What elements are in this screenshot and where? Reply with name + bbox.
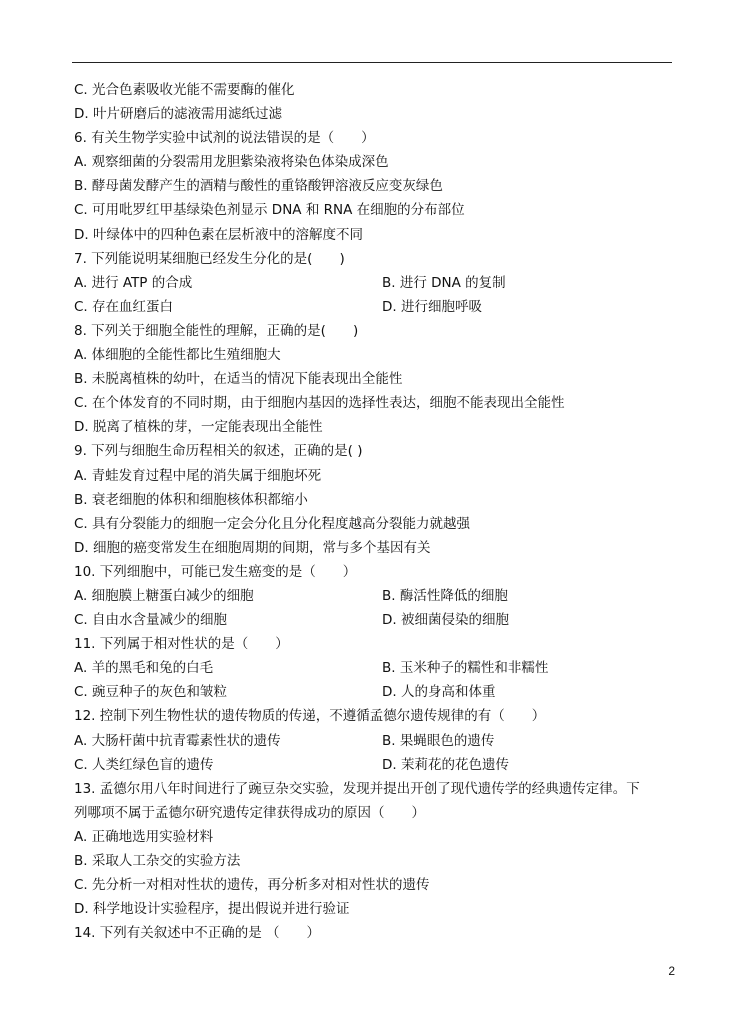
text-line	[74, 849, 674, 873]
text-line	[74, 873, 674, 897]
line-text: D. 细胞的癌变常发生在细胞周期的间期，常与多个基因有关	[74, 539, 431, 556]
text-line	[74, 608, 674, 632]
text-line	[74, 825, 674, 849]
line-text: A. 正确地选用实验材料	[74, 828, 214, 845]
line-text: A. 观察细菌的分裂需用龙胆紫染液将染色体染成深色	[74, 154, 389, 171]
text-line	[74, 319, 674, 343]
text-line	[74, 391, 674, 415]
line-text: C. 可用吡罗红甲基绿染色剂显示 DNA 和 RNA 在细胞的分布部位	[74, 202, 465, 219]
line-text: 13. 孟德尔用八年时间进行了豌豆杂交实验，发现并提出开创了现代遗传学的经典遗传定律。下	[74, 780, 640, 797]
text-line	[74, 704, 674, 728]
text-line	[74, 367, 674, 391]
page-number: 2	[668, 964, 675, 978]
line-text: C. 人类红绿色盲的遗传	[74, 756, 214, 773]
text-line	[74, 729, 674, 753]
text-line	[74, 777, 674, 801]
line-text: 列哪项不属于孟德尔研究遗传定律获得成功的原因（ ）	[74, 804, 425, 821]
document-body	[74, 78, 674, 945]
line-text: 11. 下列属于相对性状的是（ ）	[74, 636, 289, 653]
line-text: C. 自由水含量减少的细胞	[74, 612, 228, 629]
header-rule	[72, 62, 672, 63]
line-option-right: D. 进行细胞呼吸	[382, 298, 482, 315]
line-text: 14. 下列有关叙述中不正确的是 （ ）	[74, 925, 321, 942]
line-option-right: D. 茉莉花的花色遗传	[382, 756, 509, 773]
line-text: D. 脱离了植株的芽，一定能表现出全能性	[74, 419, 323, 436]
text-line	[74, 921, 674, 945]
text-line	[74, 632, 674, 656]
text-line	[74, 897, 674, 921]
line-text: B. 衰老细胞的体积和细胞核体积都缩小	[74, 491, 308, 508]
line-text: C. 光合色素吸收光能不需要酶的催化	[74, 82, 295, 98]
text-line	[74, 584, 674, 608]
text-line	[74, 439, 674, 463]
text-line	[74, 198, 674, 222]
text-line	[74, 223, 674, 247]
line-text: B. 未脱离植株的幼叶，在适当的情况下能表现出全能性	[74, 371, 403, 388]
line-text: 7. 下列能说明某细胞已经发生分化的是( )	[74, 250, 345, 267]
text-line	[74, 78, 674, 102]
text-line	[74, 801, 674, 825]
text-line	[74, 126, 674, 150]
text-line	[74, 753, 674, 777]
line-option-right: B. 果蝇眼色的遗传	[382, 732, 495, 749]
text-line	[74, 150, 674, 174]
line-text: D. 叶片研磨后的滤液需用滤纸过滤	[74, 106, 282, 123]
text-line	[74, 560, 674, 584]
text-line	[74, 271, 674, 295]
line-text: D. 叶绿体中的四种色素在层析液中的溶解度不同	[74, 226, 363, 243]
line-text: A. 青蛙发育过程中尾的消失属于细胞坏死	[74, 467, 322, 484]
text-line	[74, 536, 674, 560]
line-text: 9. 下列与细胞生命历程相关的叙述，正确的是( )	[74, 443, 363, 460]
line-text: A. 体细胞的全能性都比生殖细胞大	[74, 347, 281, 364]
line-text: B. 采取人工杂交的实验方法	[74, 853, 241, 869]
text-line	[74, 488, 674, 512]
line-text: 10. 下列细胞中，可能已发生癌变的是（ ）	[74, 563, 357, 580]
text-line	[74, 174, 674, 198]
line-text: D. 科学地设计实验程序，提出假说并进行验证	[74, 901, 350, 918]
line-text: A. 羊的黑毛和兔的白毛	[74, 660, 214, 677]
text-line	[74, 464, 674, 488]
line-text: 12. 控制下列生物性状的遗传物质的传递，不遵循孟德尔遗传规律的有（ ）	[74, 708, 546, 725]
line-text: A. 大肠杆菌中抗青霉素性状的遗传	[74, 732, 281, 749]
line-text: B. 酵母菌发酵产生的酒精与酸性的重铬酸钾溶液反应变灰绿色	[74, 178, 443, 195]
line-option-right: B. 进行 DNA 的复制	[382, 274, 506, 291]
line-text: 8. 下列关于细胞全能性的理解，正确的是( )	[74, 322, 359, 339]
line-text: A. 进行 ATP 的合成	[74, 274, 193, 291]
line-text: C. 先分析一对相对性状的遗传，再分析多对相对性状的遗传	[74, 877, 430, 894]
line-text: C. 在个体发育的不同时期，由于细胞内基因的选择性表达，细胞不能表现出全能性	[74, 395, 565, 412]
text-line	[74, 343, 674, 367]
text-line	[74, 295, 674, 319]
line-text: A. 细胞膜上糖蛋白减少的细胞	[74, 587, 254, 604]
line-option-right: B. 酶活性降低的细胞	[382, 587, 508, 604]
text-line	[74, 415, 674, 439]
line-option-right: D. 人的身高和体重	[382, 684, 496, 701]
text-line	[74, 656, 674, 680]
line-option-right: D. 被细菌侵染的细胞	[382, 612, 509, 629]
line-text: C. 存在血红蛋白	[74, 298, 174, 315]
text-line	[74, 102, 674, 126]
line-text: C. 具有分裂能力的细胞一定会分化且分化程度越高分裂能力就越强	[74, 515, 471, 532]
line-text: 6. 有关生物学实验中试剂的说法错误的是（ ）	[74, 130, 375, 147]
line-text: C. 豌豆种子的灰色和皱粒	[74, 684, 228, 701]
text-line	[74, 680, 674, 704]
text-line	[74, 512, 674, 536]
line-option-right: B. 玉米种子的糯性和非糯性	[382, 660, 549, 677]
text-line	[74, 247, 674, 271]
